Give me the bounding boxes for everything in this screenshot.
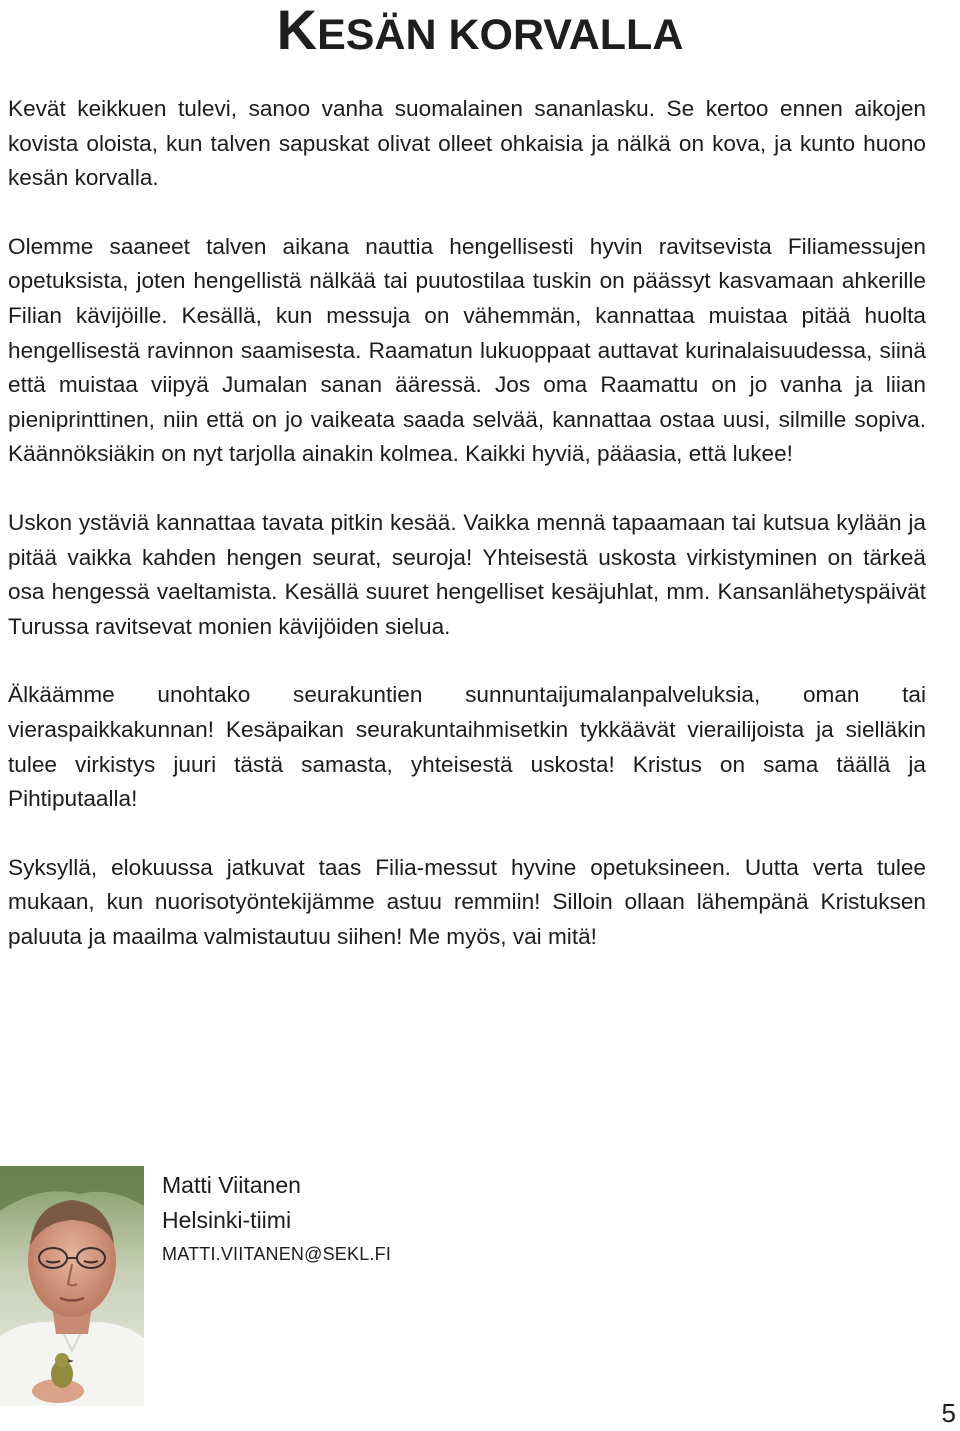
author-signature: [162, 1168, 391, 1272]
author-name: Matti Viitanen: [162, 1172, 301, 1198]
paragraph-1: Kevät keikkuen tulevi, sanoo vanha suomalainen sananlasku. Se kertoo ennen aikojen kovista oloista, kun talven sapuskat olivat olleet ohkaisia ja nälkä on kova, ja kunto huono kesän korvalla.: [8, 96, 926, 191]
author-block: [0, 1166, 960, 1406]
title-rest: ESÄN KORVALLA: [317, 11, 684, 59]
paragraph-5: Syksyllä, elokuussa jatkuvat taas Filia-messut hyvine opetuksineen. Uutta verta tulee mukaan, kun nuorisotyöntekijämme astuu remmiin! Silloin ollaan lähempänä Kristuksen paluuta ja maailma valmistautuu siihen! Me myös, vai mitä!: [8, 854, 926, 949]
page-title: [0, 0, 960, 65]
paragraph-2: Olemme saaneet talven aikana nauttia hengellisesti hyvin ravitsevista Filiamessujen opetuksista, joten hengellistä nälkää tai puutostilaa tuskin on päässyt kasvamaan ahkerille Filian kävijöille. Kesällä, kun messuja on vähemmän, kannattaa muistaa pitää huolta hengellisestä ravinnon saamisesta. Raamatun lukuoppaat auttavat kurinalaisuudessa, siinä että muistaa viipyä Jumalan sanan ääressä. Jos oma Raamattu on jo vanha ja liian pieniprinttinen, niin että on jo vaikeata saada selvää, kannattaa ostaa uusi, silmille sopiva. Käännöksiäkin on nyt tarjolla ainakin kolmea. Kaikki hyviä, pääasia, että lukee!: [8, 233, 926, 467]
page-number: 5: [941, 1398, 956, 1428]
author-team: Helsinki-tiimi: [162, 1206, 292, 1233]
title-initial: K: [276, 0, 318, 61]
paragraph-4: Älkäämme unohtako seurakuntien sunnuntaijumalanpalveluksia, oman tai vieraspaikkakunnan! Kesäpaikan seurakuntaihmisetkin tykkäävät vierailijoista ja sielläkin tulee virkistys juuri tästä samasta, yhteisestä uskosta! Kristus on sama täällä ja Pihtiputaalla!: [8, 682, 926, 812]
article-body: [8, 92, 926, 988]
author-portrait-image: [0, 1166, 144, 1406]
author-photo: [0, 1166, 144, 1406]
paragraph-3: Uskon ystäviä kannattaa tavata pitkin kesää. Vaikka mennä tapaamaan tai kutsua kylään ja pitää vaikka kahden hengen seurat, seuroja! Yhteisestä uskosta virkistyminen on tärkeä osa hengessä vaeltamista. Kesällä suuret hengelliset kesäjuhlat, mm. Kansanlähetyspäivät Turussa ravitsevat monien kävijöiden sielua.: [8, 509, 926, 639]
author-email: MATTI.VIITANEN@SEKL.FI: [162, 1244, 392, 1265]
